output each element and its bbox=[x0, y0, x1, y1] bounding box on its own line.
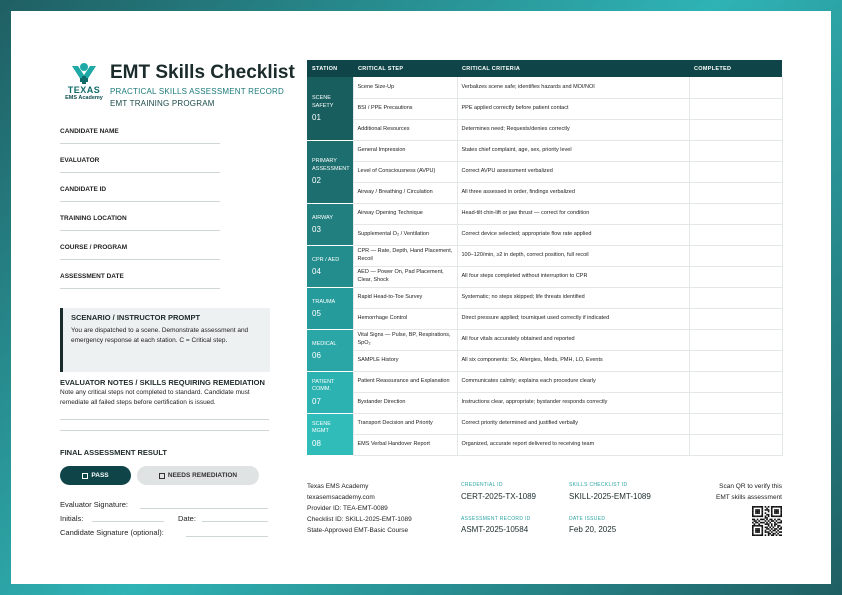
table-header-row bbox=[307, 60, 782, 77]
station-number: 08 bbox=[312, 438, 321, 448]
course-program-field[interactable]: COURSE / PROGRAM bbox=[60, 244, 220, 260]
completed-cell[interactable] bbox=[689, 245, 782, 266]
completed-cell[interactable] bbox=[689, 224, 782, 245]
critical-step-cell: Airway Opening Technique bbox=[353, 203, 457, 224]
table-row bbox=[307, 245, 782, 266]
critical-step-cell: AED — Power On, Pad Placement, Clear, Shock bbox=[353, 266, 457, 287]
notes-body: Note any critical steps not completed to standard. Candidate must remediate all failed steps before certification is issued. bbox=[60, 389, 250, 406]
station-number: 05 bbox=[312, 309, 321, 318]
header-completed: COMPLETED bbox=[689, 60, 782, 77]
critical-criteria-cell: Verbalizes scene safe; identifies hazards and MOI/NOI bbox=[457, 77, 689, 98]
table-row bbox=[307, 350, 782, 371]
date-issued-value: Feb 20, 2025 bbox=[569, 525, 617, 534]
critical-criteria-cell: Organized, accurate report delivered to receiving team bbox=[457, 434, 689, 455]
critical-step-cell: Level of Consciousness (AVPU) bbox=[353, 161, 457, 182]
table-row bbox=[307, 392, 782, 413]
completed-cell[interactable] bbox=[689, 266, 782, 287]
station-name: SCENE MGMT bbox=[312, 420, 331, 435]
medical-person-icon bbox=[69, 62, 99, 84]
critical-criteria-cell: All three assessed in order, findings verbalized bbox=[457, 182, 689, 203]
critical-step-cell: Patient Reassurance and Explanation bbox=[353, 371, 457, 392]
completed-cell[interactable] bbox=[689, 329, 782, 350]
station-cell bbox=[307, 287, 353, 329]
station-name: AIRWAY bbox=[312, 214, 333, 221]
training-location-field[interactable]: TRAINING LOCATION bbox=[60, 215, 220, 231]
academy-info bbox=[307, 481, 412, 536]
critical-criteria-cell: All four steps completed without interruption to CPR bbox=[457, 266, 689, 287]
candidate-id-field[interactable]: CANDIDATE ID bbox=[60, 186, 220, 202]
station-number: 02 bbox=[312, 176, 321, 186]
critical-criteria-cell: Correct device selected; appropriate flow rate applied bbox=[457, 224, 689, 245]
station-name: PRIMARY ASSESSMENT bbox=[312, 158, 350, 172]
critical-step-cell: Rapid Head-to-Toe Survey bbox=[353, 287, 457, 308]
evaluator-signature-label: Evaluator Signature: bbox=[60, 500, 128, 509]
critical-criteria-cell: Correct priority determined and justified verbally bbox=[457, 413, 689, 434]
critical-criteria-cell: Direct pressure applied; tourniquet used correctly if indicated bbox=[457, 308, 689, 329]
completed-cell[interactable] bbox=[689, 182, 782, 203]
critical-step-cell: Bystander Direction bbox=[353, 392, 457, 413]
table-row bbox=[307, 224, 782, 245]
notes-line[interactable] bbox=[60, 419, 269, 420]
completed-cell[interactable] bbox=[689, 203, 782, 224]
course-approval: State-Approved EMT-Basic Course bbox=[307, 527, 409, 534]
credential-id-value: CERT-2025-TX-1089 bbox=[461, 492, 536, 501]
critical-step-cell: Hemorrhage Control bbox=[353, 308, 457, 329]
initials-line[interactable] bbox=[92, 521, 164, 522]
critical-step-cell: BSI / PPE Precautions bbox=[353, 98, 457, 119]
table-row bbox=[307, 434, 782, 455]
table-row bbox=[307, 77, 782, 98]
completed-cell[interactable] bbox=[689, 77, 782, 98]
skills-checklist-id-value: SKILL-2025-EMT-1089 bbox=[569, 492, 651, 501]
candidate-signature-label: Candidate Signature (optional): bbox=[60, 528, 164, 537]
date-line[interactable] bbox=[202, 521, 268, 522]
needs-remediation-button[interactable] bbox=[137, 466, 259, 485]
station-name: PATIENT COMM. bbox=[312, 378, 335, 393]
table-row bbox=[307, 266, 782, 287]
skills-checklist-id-label: SKILLS CHECKLIST ID bbox=[569, 482, 628, 488]
critical-criteria-cell: Systematic; no steps skipped; life threats identified bbox=[457, 287, 689, 308]
station-cell bbox=[307, 203, 353, 245]
critical-criteria-cell: Communicates calmly; explains each procedure clearly bbox=[457, 371, 689, 392]
pass-button[interactable] bbox=[60, 466, 131, 485]
critical-step-cell: EMS Verbal Handover Report bbox=[353, 434, 457, 455]
critical-criteria-cell: 100–120/min, ≥2 in depth, correct position, full recoil bbox=[457, 245, 689, 266]
critical-criteria-cell: All six components: Sx, Allergies, Meds, PMH, LO, Events bbox=[457, 350, 689, 371]
station-cell bbox=[307, 413, 353, 455]
evaluator-signature-line[interactable] bbox=[140, 508, 268, 509]
station-cell bbox=[307, 371, 353, 413]
station-number: 04 bbox=[312, 267, 321, 276]
critical-criteria-cell: States chief complaint, age, sex, priority level bbox=[457, 140, 689, 161]
scan-qr-line1: Scan QR to verify this bbox=[719, 483, 782, 490]
header-critical-step: CRITICAL STEP bbox=[353, 60, 457, 77]
critical-criteria-cell: PPE applied correctly before patient contact bbox=[457, 98, 689, 119]
critical-step-cell: Transport Decision and Priority bbox=[353, 413, 457, 434]
table-row bbox=[307, 182, 782, 203]
critical-criteria-cell: Determines need; Requests/denies correctly bbox=[457, 119, 689, 140]
station-cell bbox=[307, 77, 353, 140]
critical-step-cell: Additional Resources bbox=[353, 119, 457, 140]
qr-code-icon[interactable] bbox=[752, 506, 782, 536]
completed-cell[interactable] bbox=[689, 140, 782, 161]
station-name: CPR / AED bbox=[312, 256, 340, 263]
candidate-signature-line[interactable] bbox=[186, 536, 268, 537]
table-row bbox=[307, 371, 782, 392]
notes-heading: EVALUATOR NOTES / SKILLS REQUIRING REMEDIATION bbox=[60, 378, 265, 387]
critical-step-cell: General Impression bbox=[353, 140, 457, 161]
table-row bbox=[307, 161, 782, 182]
candidate-name-field[interactable]: CANDIDATE NAME bbox=[60, 128, 220, 144]
completed-cell[interactable] bbox=[689, 434, 782, 455]
critical-criteria-cell: Correct AVPU assessment verbalized bbox=[457, 161, 689, 182]
pass-label: PASS bbox=[91, 472, 109, 479]
completed-cell[interactable] bbox=[689, 287, 782, 308]
station-name: TRAUMA bbox=[312, 298, 336, 305]
station-number: 03 bbox=[312, 225, 321, 234]
assessment-record-id-value: ASMT-2025-10584 bbox=[461, 525, 529, 534]
critical-step-cell: Supplemental O₂ / Ventilation bbox=[353, 224, 457, 245]
date-label: Date: bbox=[178, 514, 196, 523]
critical-step-cell: CPR — Rate, Depth, Hand Placement, Recoil bbox=[353, 245, 457, 266]
station-name: MEDICAL bbox=[312, 340, 337, 347]
logo-text-academy: EMS Academy bbox=[65, 95, 103, 101]
academy-logo bbox=[62, 62, 106, 101]
evaluator-field[interactable]: EVALUATOR bbox=[60, 157, 220, 173]
table-row bbox=[307, 119, 782, 140]
station-number: 06 bbox=[312, 351, 321, 360]
scenario-box bbox=[60, 308, 270, 372]
scenario-body: You are dispatched to a scene. Demonstrate assessment and emergency response at each station. C = Critical step. bbox=[71, 327, 249, 344]
page-subtitle: PRACTICAL SKILLS ASSESSMENT RECORD bbox=[110, 87, 284, 96]
table-row bbox=[307, 203, 782, 224]
academy-name: Texas EMS Academy bbox=[307, 483, 369, 490]
assessment-record-id-label: ASSESSMENT RECORD ID bbox=[461, 516, 531, 522]
table-row bbox=[307, 140, 782, 161]
checklist-id: Checklist ID: SKILL-2025-EMT-1089 bbox=[307, 516, 412, 523]
critical-criteria-cell: Instructions clear, appropriate; bystander responds correctly bbox=[457, 392, 689, 413]
completed-cell[interactable] bbox=[689, 413, 782, 434]
station-number: 07 bbox=[312, 396, 321, 406]
station-number: 01 bbox=[312, 113, 321, 122]
notes-line[interactable] bbox=[60, 430, 269, 431]
critical-step-cell: Airway / Breathing / Circulation bbox=[353, 182, 457, 203]
completed-cell[interactable] bbox=[689, 119, 782, 140]
checkbox-icon bbox=[82, 473, 88, 479]
table-row bbox=[307, 287, 782, 308]
completed-cell[interactable] bbox=[689, 371, 782, 392]
scan-qr-text bbox=[690, 481, 782, 503]
final-result-heading: FINAL ASSESSMENT RESULT bbox=[60, 448, 167, 457]
provider-id: Provider ID: TEA-EMT-0089 bbox=[307, 505, 388, 512]
scan-qr-line2: EMT skills assessment bbox=[716, 494, 782, 501]
table-row bbox=[307, 413, 782, 434]
completed-cell[interactable] bbox=[689, 98, 782, 119]
scenario-heading: SCENARIO / INSTRUCTOR PROMPT bbox=[71, 313, 201, 322]
initials-label: Initials: bbox=[60, 514, 84, 523]
station-cell bbox=[307, 140, 353, 203]
completed-cell[interactable] bbox=[689, 308, 782, 329]
completed-cell[interactable] bbox=[689, 350, 782, 371]
station-name: SCENE SAFETY bbox=[312, 95, 334, 109]
critical-criteria-cell: All four vitals accurately obtained and reported bbox=[457, 329, 689, 350]
page-title: EMT Skills Checklist bbox=[110, 62, 295, 83]
critical-criteria-cell: Head-tilt chin-lift or jaw thrust — correct for condition bbox=[457, 203, 689, 224]
remediation-label: NEEDS REMEDIATION bbox=[167, 472, 238, 479]
completed-cell[interactable] bbox=[689, 392, 782, 413]
date-issued-label: DATE ISSUED bbox=[569, 516, 606, 522]
station-cell bbox=[307, 329, 353, 371]
critical-step-cell: Vital Signs — Pulse, BP, Respirations, SpO₂ bbox=[353, 329, 457, 350]
logo-text-texas: TEXAS bbox=[67, 85, 101, 95]
header-station: STATION bbox=[307, 60, 353, 77]
table-row bbox=[307, 98, 782, 119]
academy-website[interactable]: texasemsacademy.com bbox=[307, 494, 375, 501]
critical-step-cell: Scene Size-Up bbox=[353, 77, 457, 98]
checkbox-icon bbox=[159, 473, 165, 479]
station-cell bbox=[307, 245, 353, 287]
skills-table bbox=[307, 60, 783, 456]
credential-id-label: CREDENTIAL ID bbox=[461, 482, 503, 488]
completed-cell[interactable] bbox=[689, 161, 782, 182]
table-row bbox=[307, 329, 782, 350]
header-critical-criteria: CRITICAL CRITERIA bbox=[457, 60, 689, 77]
program-subtitle: EMT TRAINING PROGRAM bbox=[110, 99, 215, 108]
table-row bbox=[307, 308, 782, 329]
critical-step-cell: SAMPLE History bbox=[353, 350, 457, 371]
assessment-date-field[interactable]: ASSESSMENT DATE bbox=[60, 273, 220, 289]
